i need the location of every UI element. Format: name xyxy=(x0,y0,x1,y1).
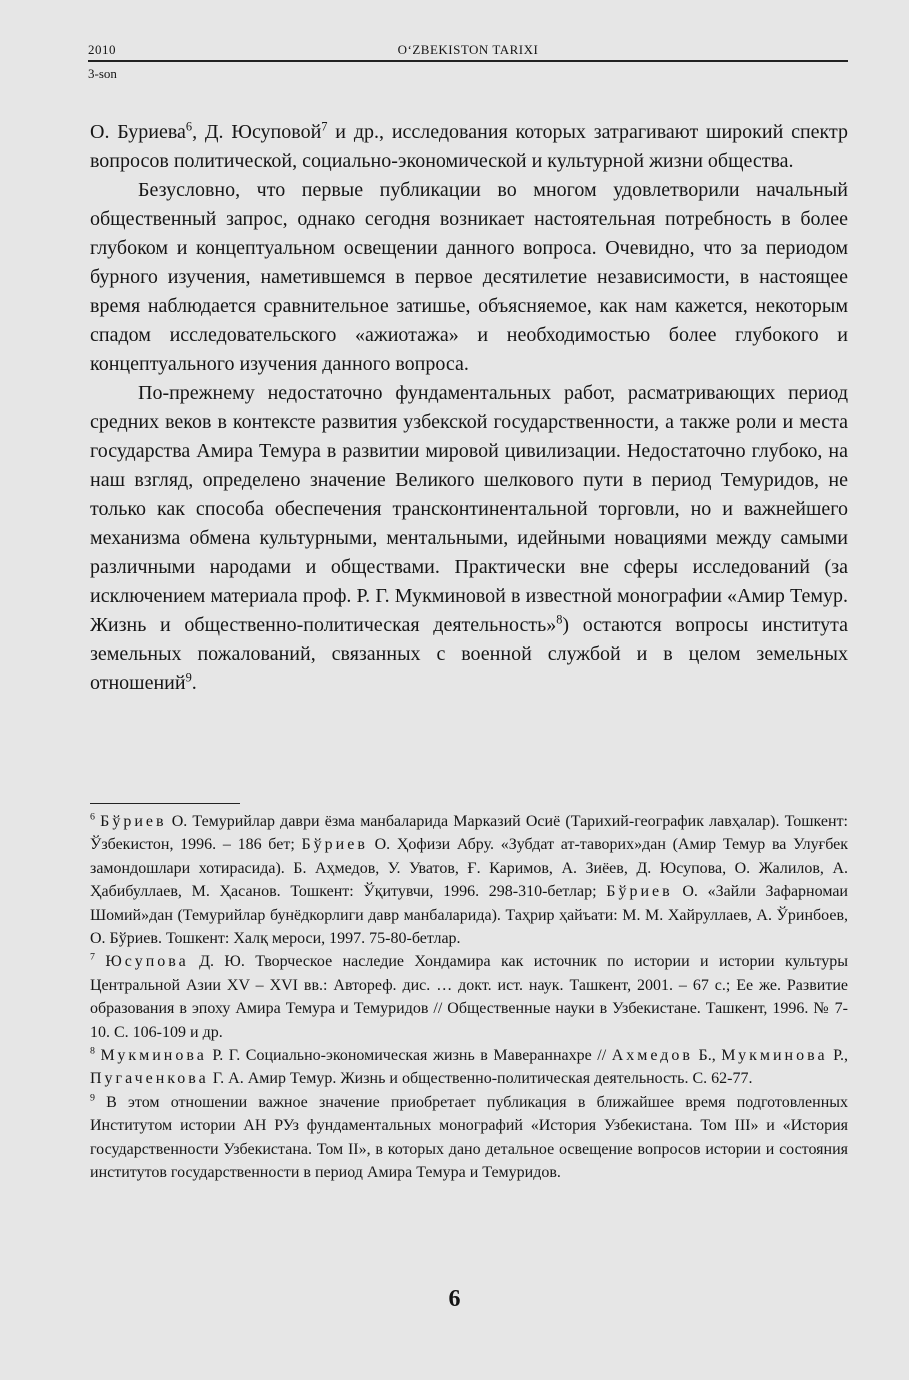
footnote-7-text: Д. Ю. Творческое наследие Хондамира как источник по истории и истории культуры Центральной Азии XV – XVI вв.: Автореф. дис. … докт. ист. наук. Ташкент, 2001. – 67 с.; Ее же. Развитие образования в эпоху Амира Темура и Темуридов // Общественные науки в Узбекистане. Ташкент, 1996. № 7-10. С. 106-109 и др. xyxy=(90,953,849,1041)
footnote-6-text-2: О. Ҳофизи Абру. «Зубдат ат-таворих»дан (Амир Темур ва Улуғбек замондошлари хотирасида). Б. Аҳмедов, У. Уватов, Ғ. Каримов, А. Зиёев, Д. Юсупова, О. Жалилов, А. Ҳабибуллаев, М. Ҳасанов. Тошкент: Ўқитувчи, 1996. 298-310-бетлар; xyxy=(90,836,848,901)
paragraph-1-part-c: и др., исследования которых затрагивают широкий спектр вопросов политической, социально-экономической и культурной жизни общества. xyxy=(90,121,848,172)
footnote-9-number: 9 xyxy=(90,1092,95,1104)
footnote-6-text-1: О. Темурийлар даври ёзма манбаларида Марказий Осиё (Тарихий-географик лавҳалар). Тошкент: Ўзбекистон, 1996. – 186 бет; xyxy=(90,813,849,854)
paragraph-1-part-a: О. Буриева xyxy=(90,121,186,143)
footnote-8-text-4: Г. А. Амир Темур. Жизнь и общественно-политическая деятельность. С. 62-77. xyxy=(208,1070,753,1088)
footnote-8-author: Пугаченкова xyxy=(90,1070,209,1088)
footnote-9 xyxy=(90,1091,848,1185)
footnote-8-author: Ахмедов xyxy=(611,1047,693,1065)
footnote-ref-7: 7 xyxy=(321,119,328,134)
main-text xyxy=(90,118,848,698)
paragraph-3 xyxy=(90,379,848,698)
paragraph-1-part-b: , Д. Юсуповой xyxy=(192,121,322,143)
paragraph-3-part-a: По-прежнему недостаточно фундаментальных работ, расматривающих период средних веков в контексте развития узбекской государственности, а также роли и места государства Амира Темура в развитии мировой цивилизации. Недостаточно глубоко, на наш взгляд, определено значение Великого шелкового пути в период Темуридов, не только как способа обеспечения трансконтинентальной торговли, но и важнейшего механизма обмена культурными, ментальными, идейными новациями между самыми различными народами и обществами. Практически вне сферы исследований (за исключением материала проф. Р. Г. Мукминовой в известной монографии «Амир Темур. Жизнь и общественно-политическая деятельность» xyxy=(90,382,848,636)
footnote-7-author: Юсупова xyxy=(105,953,189,971)
footnote-6-text-3: О. «Зайли Зафарномаи Шомий»дан (Темурийлар бунёдкорлиги давр манбаларида). Таҳрир ҳайъати: М. М. Хайруллаев, А. Ўринбоев, О. Бўриев. Тошкент: Халқ мероси, 1997. 75-80-бетлар. xyxy=(90,883,848,948)
footnote-6-author: Бўриев xyxy=(606,883,673,901)
running-header xyxy=(88,42,848,84)
footnote-8 xyxy=(90,1044,848,1091)
footnotes xyxy=(90,810,848,1185)
footnote-ref-9: 9 xyxy=(185,670,192,685)
footnote-7 xyxy=(90,950,848,1044)
paragraph-3-part-b: ) остаются вопросы института земельных пожалований, связанных с военной службой и в целом земельных отношений xyxy=(90,614,848,694)
header-rule xyxy=(88,60,848,62)
footnote-ref-8: 8 xyxy=(556,612,563,627)
footnote-6-author: Бўриев xyxy=(301,836,368,854)
header-journal-title: O‘ZBEKISTON TARIXI xyxy=(397,42,539,57)
footnote-6-number: 6 xyxy=(90,811,95,823)
paragraph-1 xyxy=(90,118,848,176)
footnote-8-number: 8 xyxy=(90,1045,95,1057)
footnote-ref-6: 6 xyxy=(185,119,193,134)
header-year: 2010 xyxy=(88,42,116,57)
header-issue: 3-son xyxy=(88,66,117,81)
footnote-8-text-2: Б., xyxy=(692,1047,722,1065)
footnote-8-text-1: Р. Г. Социально-экономическая жизнь в Мавераннахре // xyxy=(206,1047,612,1065)
footnote-8-text-3: Р., xyxy=(827,1047,848,1065)
footnote-separator xyxy=(90,803,240,804)
footnote-8-author: Мукминова xyxy=(721,1047,828,1065)
footnote-6 xyxy=(90,810,848,950)
page-number: 6 xyxy=(448,1286,461,1312)
footnote-8-author: Мукминова xyxy=(100,1047,207,1065)
paragraph-3-part-c: . xyxy=(191,672,197,694)
footnote-9-text: В этом отношении важное значение приобретает публикация в ближайшее время подготовленных Институтом истории АН РУз фундаментальных монографий «История Узбекистана. Том III» и «История государственности Узбекистана. Том II», в которых дано детальное освещение вопросов истории и состояния институтов государственности в период Амира Темура и Темуридов. xyxy=(90,1093,848,1182)
footnote-7-number: 7 xyxy=(90,952,95,964)
paragraph-2: Безусловно, что первые публикации во многом удовлетворили начальный общественный запрос, однако сегодня возникает настоятельная потребность в более глубоком и концептуальном освещении данного вопроса. Очевидно, что за периодом бурного изучения, наметившемся в первое десятилетие независимости, в настоящее время наблюдается сравнительное затишье, объясняемое, как нам кажется, некоторым спадом исследовательского «ажиотажа» и необходимостью более глубокого и концептуального изучения данного вопроса. xyxy=(90,179,848,375)
footnote-6-author: Бўриев xyxy=(100,813,167,830)
